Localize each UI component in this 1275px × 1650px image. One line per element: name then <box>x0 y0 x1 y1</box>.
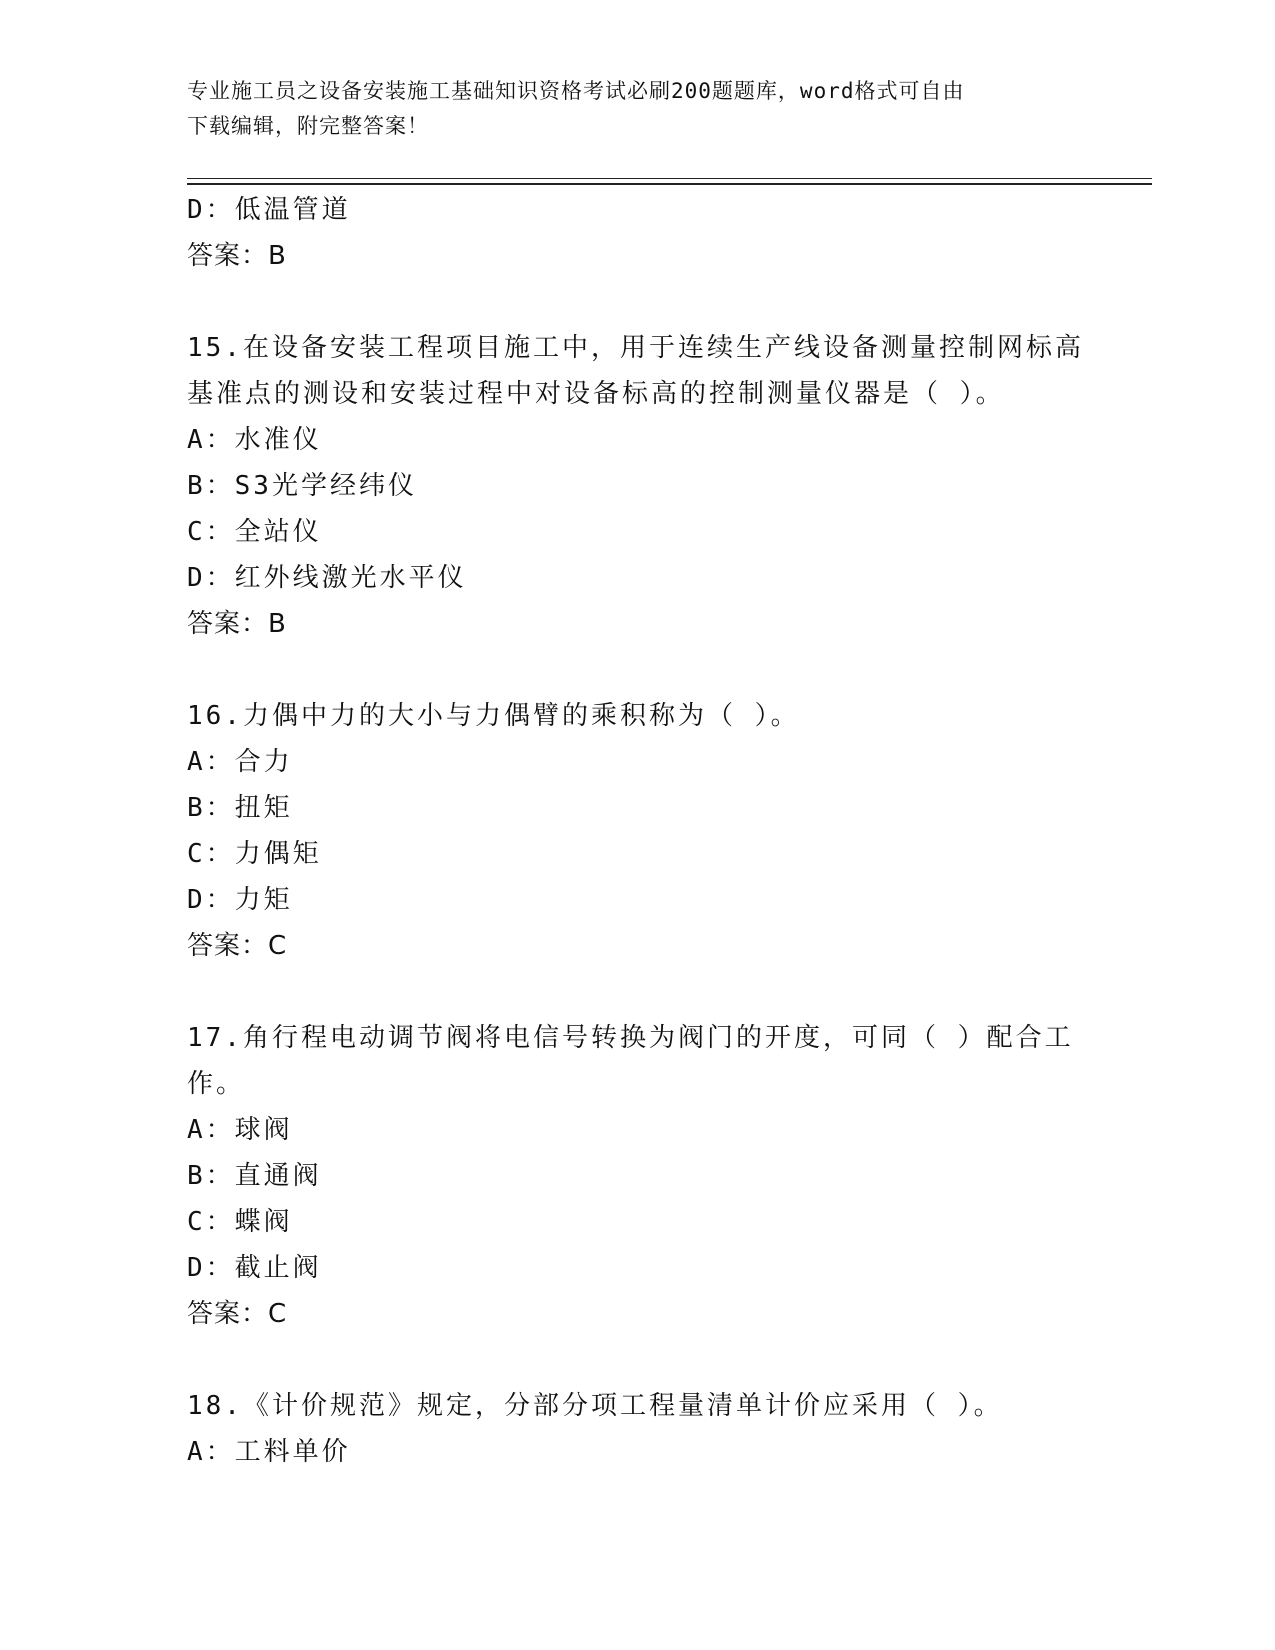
question-18 <box>187 1383 1087 1475</box>
header-title-line1: 专业施工员之设备安装施工基础知识资格考试必刷200题题库，word格式可自由 <box>187 79 965 103</box>
prev-answer: 答案：B <box>187 241 287 271</box>
question-17-option-b: B：直通阀 <box>187 1161 322 1191</box>
question-16-option-d: D：力矩 <box>187 885 293 915</box>
spacer <box>187 647 1087 693</box>
question-16-text: 16.力偶中力的大小与力偶臂的乘积称为（ ）。 <box>187 701 800 731</box>
question-17 <box>187 1015 1087 1337</box>
spacer <box>187 969 1087 1015</box>
question-16-answer: 答案：C <box>187 931 288 961</box>
question-15-option-d: D：红外线激光水平仪 <box>187 563 467 593</box>
question-18-option-a: A：工料单价 <box>187 1437 351 1467</box>
question-15-option-b: B：S3光学经纬仪 <box>187 471 417 501</box>
header-divider-thick <box>187 183 1152 185</box>
question-16-option-b: B：扭矩 <box>187 793 293 823</box>
question-17-text-line1: 17.角行程电动调节阀将电信号转换为阀门的开度，可同（ ）配合工 <box>187 1023 1074 1053</box>
document-header <box>187 74 1067 144</box>
question-17-option-c: C：蝶阀 <box>187 1207 293 1237</box>
question-16-option-c: C：力偶矩 <box>187 839 322 869</box>
question-15-option-a: A：水准仪 <box>187 425 322 455</box>
question-16 <box>187 693 1087 969</box>
question-17-option-d: D：截止阀 <box>187 1253 322 1283</box>
spacer <box>187 279 1087 325</box>
question-15-option-c: C：全站仪 <box>187 517 322 547</box>
header-divider-thin <box>187 178 1152 179</box>
question-15-text-line2: 基准点的测设和安装过程中对设备标高的控制测量仪器是（ ）。 <box>187 379 1005 409</box>
question-15 <box>187 325 1087 647</box>
question-17-answer: 答案：C <box>187 1299 288 1329</box>
question-list <box>187 187 1087 1475</box>
question-16-option-a: A：合力 <box>187 747 293 777</box>
question-15-text-line1: 15.在设备安装工程项目施工中，用于连续生产线设备测量控制网标高 <box>187 333 1084 363</box>
question-17-option-a: A：球阀 <box>187 1115 293 1145</box>
prev-option-d: D：低温管道 <box>187 195 351 225</box>
header-title-line2: 下载编辑，附完整答案！ <box>187 114 429 138</box>
question-15-answer: 答案：B <box>187 609 287 639</box>
spacer <box>187 1337 1087 1383</box>
question-17-text-line2: 作。 <box>187 1069 246 1099</box>
question-18-text: 18.《计价规范》规定，分部分项工程量清单计价应采用（ ）。 <box>187 1391 1003 1421</box>
